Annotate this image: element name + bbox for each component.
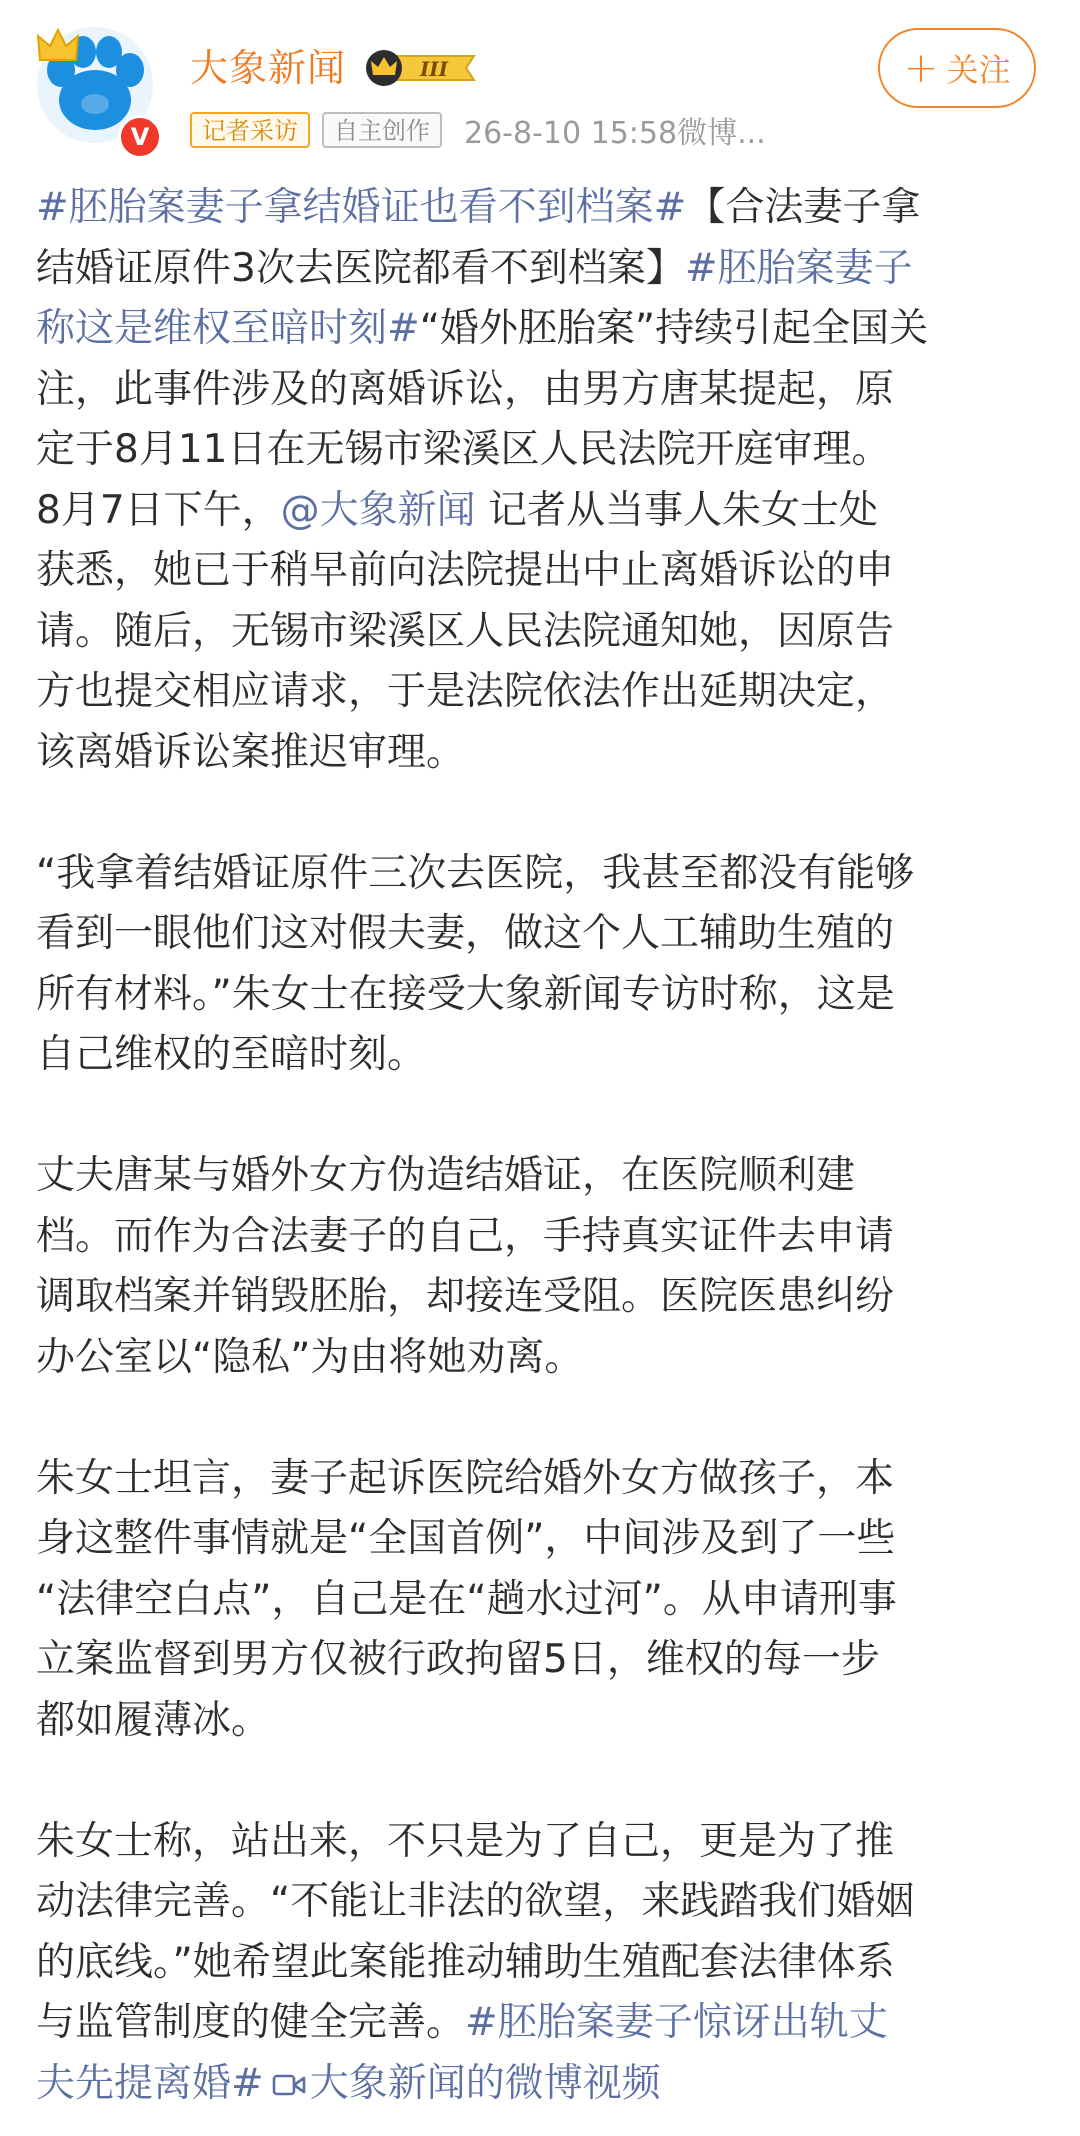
text-line: 档。而作为合法妻子的自己，手持真实证件去申请 xyxy=(36,1213,895,1259)
meta-row xyxy=(190,108,766,152)
text-span: 记者从当事人朱女士处 xyxy=(475,487,879,533)
level-text: III xyxy=(419,57,449,81)
post-time-source: 26-8-10 15:58微博... xyxy=(464,116,766,151)
hashtag-link[interactable]: #胚胎案妻子 xyxy=(684,245,913,291)
tag-reporter[interactable]: 记者采访 xyxy=(190,112,310,148)
paragraph-gap xyxy=(36,1086,1048,1147)
post-content xyxy=(36,178,1048,2114)
text-span: 结婚证原件3次去医院都看不到档案】 xyxy=(36,245,685,291)
text-line: 身这整件事情就是“全国首例”，中间涉及到了一些 xyxy=(36,1516,896,1561)
username[interactable]: 大象新闻 xyxy=(190,46,347,90)
text-line xyxy=(36,178,1048,239)
text-line: 调取档案并销毁胚胎，却接连受阻。医院医患纠纷 xyxy=(36,1274,895,1319)
text-line xyxy=(36,2054,1048,2115)
text-line: 的底线。”她希望此案能推动辅助生殖配套法律体系 xyxy=(36,1939,895,1985)
level-badge[interactable] xyxy=(362,48,480,88)
text-line: 立案监督到男方仅被行政拘留5日，维权的每一步 xyxy=(36,1637,880,1682)
hashtag-link[interactable]: #胚胎案妻子拿结婚证也看不到档案# xyxy=(36,185,687,230)
text-line: 办公室以“隐私”为由将她劝离。 xyxy=(36,1334,584,1380)
tag-original[interactable]: 自主创作 xyxy=(322,112,442,148)
text-span: 与监管制度的健全完善。 xyxy=(36,2000,466,2045)
text-line: 朱女士称，站出来，不只是为了自己，更是为了推 xyxy=(36,1818,895,1864)
video-link-label: 大象新闻的微博视频 xyxy=(309,2060,661,2106)
paragraph-gap xyxy=(36,1751,1048,1812)
follow-label: 关注 xyxy=(946,51,1011,89)
crown-level-icon xyxy=(362,48,480,88)
text-span: 【合法妻子拿 xyxy=(686,185,921,230)
text-line: 丈夫唐某与婚外女方伪造结婚证，在医院顺利建 xyxy=(36,1153,856,1198)
follow-button[interactable] xyxy=(878,28,1036,108)
text-line: 动法律完善。“不能让非法的欲望，来践踏我们婚姻 xyxy=(36,1879,915,1924)
text-line xyxy=(36,239,1048,300)
text-line: 该离婚诉讼案推迟审理。 xyxy=(36,729,466,775)
hashtag-link[interactable]: #胚胎案妻子惊讶出轨丈 xyxy=(465,2000,888,2045)
text-line: 看到一眼他们这对假夫妻，做这个人工辅助生殖的 xyxy=(36,911,895,956)
name-row xyxy=(190,40,480,96)
hashtag-link[interactable]: 称这是维权至暗时刻# xyxy=(36,306,420,351)
video-link[interactable] xyxy=(264,2061,661,2106)
text-line: 所有材料。”朱女士在接受大象新闻专访时称，这是 xyxy=(36,971,895,1017)
text-line: 方也提交相应请求，于是法院依法作出延期决定， xyxy=(36,669,895,714)
verified-badge-icon: V xyxy=(118,115,162,159)
paragraph-gap xyxy=(36,783,1048,844)
text-line: 定于8月11日在无锡市梁溪区人民法院开庭审理。 xyxy=(36,427,891,472)
text-line: 自己维权的至暗时刻。 xyxy=(36,1032,427,1077)
paragraph-gap xyxy=(36,1388,1048,1449)
avatar-crown-icon xyxy=(36,26,80,64)
text-line: “我拿着结婚证原件三次去医院，我甚至都没有能够 xyxy=(36,850,915,896)
text-line: 都如履薄冰。 xyxy=(36,1697,271,1743)
post-header xyxy=(0,0,1080,165)
text-line: “法律空白点”，自己是在“趟水过河”。从申请刑事 xyxy=(36,1576,897,1622)
text-line: 朱女士坦言，妻子起诉医院给婚外女方做孩子，本 xyxy=(36,1455,895,1501)
mention-link[interactable]: @大象新闻 xyxy=(280,487,476,533)
plus-icon: + xyxy=(903,43,939,92)
text-line: 获悉，她已于稍早前向法院提出中止离婚诉讼的申 xyxy=(36,548,895,593)
text-line xyxy=(36,481,1048,542)
text-line xyxy=(36,299,1048,360)
text-span: “婚外胚胎案”持续引起全国关 xyxy=(419,306,929,351)
text-line: 注，此事件涉及的离婚诉讼，由男方唐某提起，原 xyxy=(36,366,895,412)
text-line: 请。随后，无锡市梁溪区人民法院通知她，因原告 xyxy=(36,608,895,654)
hashtag-link[interactable]: 夫先提离婚# xyxy=(36,2060,264,2106)
video-camera-icon xyxy=(272,2072,306,2098)
text-span: 8月7日下午， xyxy=(36,487,281,533)
text-line xyxy=(36,1993,1048,2054)
